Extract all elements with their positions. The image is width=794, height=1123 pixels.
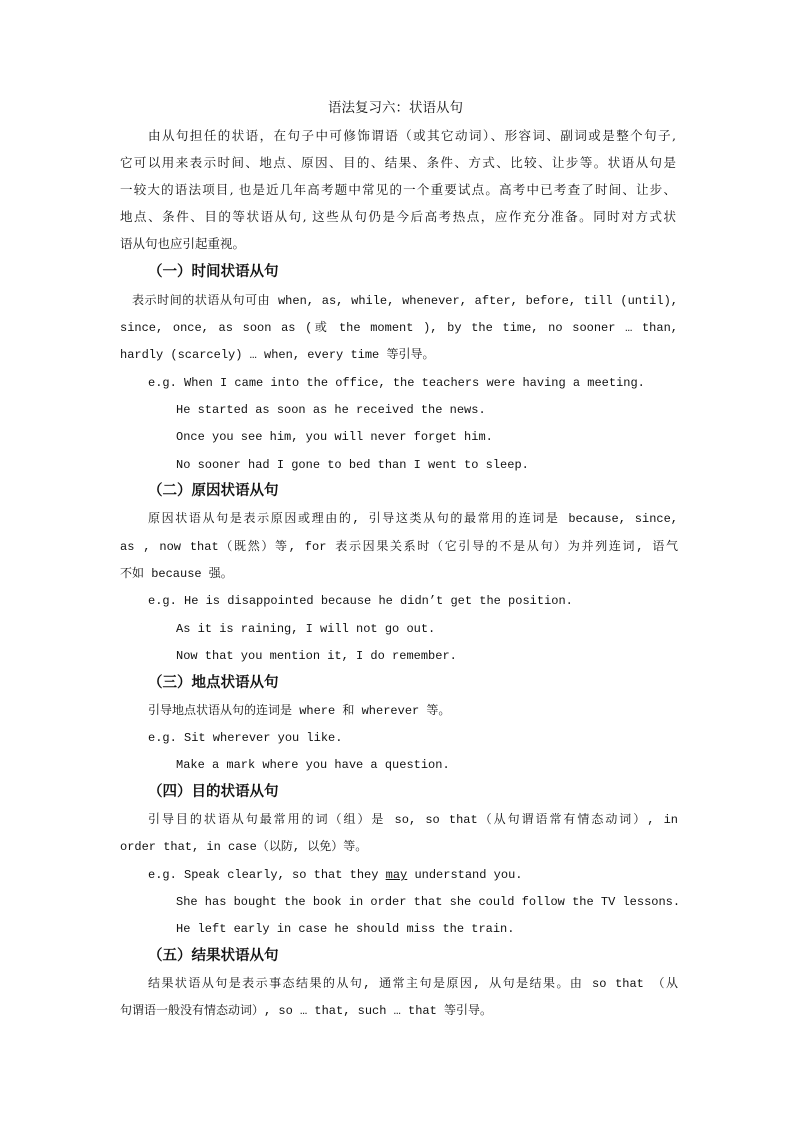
example-line: e.g. He is disappointed because he didn’t get the position. xyxy=(148,594,573,608)
section-desc-line: 句谓语一般没有情态动词）, so … that, such … that 等引导。 xyxy=(120,1004,493,1018)
intro-line: 它可以用来表示时间、地点、原因、目的、结果、条件、方式、比较、让步等。状语从句是 xyxy=(120,155,676,170)
page-title: 语法复习六：状语从句 xyxy=(328,100,463,116)
section-desc-line: 结果状语从句是表示事态结果的从句, 通常主句是原因, 从句是结果。由 so that （从 xyxy=(148,977,678,991)
example-line: Now that you mention it, I do remember. xyxy=(176,649,457,663)
section-desc-line: order that, in case（以防, 以免）等。 xyxy=(120,840,368,854)
section-desc-line: 不如 because 强。 xyxy=(120,567,233,581)
section-desc-line: 引导地点状语从句的连词是 where 和 wherever 等。 xyxy=(148,704,451,718)
section-heading-reason: （二）原因状语从句 xyxy=(148,482,279,499)
example-line: He started as soon as he received the news. xyxy=(176,403,486,417)
intro-line: 由从句担任的状语，在句子中可修饰谓语（或其它动词）、形容词、副词或是整个句子, xyxy=(148,128,676,143)
intro-line: 语从句也应引起重视。 xyxy=(120,236,246,251)
example-line: He left early in case he should miss the train. xyxy=(176,922,515,936)
section-heading-result: （五）结果状语从句 xyxy=(148,947,279,964)
intro-line: 地点、条件、目的等状语从句, 这些从句仍是今后高考热点，应作充分准备。同时对方式状 xyxy=(120,209,676,224)
section-desc-line: since, once, as soon as (或 the moment ), by the time, no sooner … than, xyxy=(120,321,678,335)
section-desc-line: as , now that（既然）等, for 表示因果关系时（它引导的不是从句）为并列连词, 语气 xyxy=(120,540,678,554)
example-line: As it is raining, I will not go out. xyxy=(176,622,436,636)
section-heading-purpose: （四）目的状语从句 xyxy=(148,783,279,800)
example-line: e.g. When I came into the office, the teachers were having a meeting. xyxy=(148,376,645,390)
example-text: understand you. xyxy=(407,868,523,882)
example-line: She has bought the book in order that she could follow the TV lessons. xyxy=(176,895,681,909)
example-text: e.g. Speak clearly, so that they xyxy=(148,868,386,882)
example-line: Once you see him, you will never forget him. xyxy=(176,430,493,444)
section-desc-line: 原因状语从句是表示原因或理由的, 引导这类从句的最常用的连词是 because, since, xyxy=(148,512,678,526)
example-line: No sooner had I gone to bed than I went to sleep. xyxy=(176,458,529,472)
underlined-word: may xyxy=(385,868,408,882)
example-line xyxy=(148,865,522,885)
intro-line: 一较大的语法项目, 也是近几年高考题中常见的一个重要试点。高考中已考查了时间、让步、 xyxy=(120,182,676,197)
example-line: e.g. Sit wherever you like. xyxy=(148,731,343,745)
section-desc-line: 引导目的状语从句最常用的词（组）是 so, so that（从句谓语常有情态动词）, in xyxy=(148,813,678,827)
section-heading-place: （三）地点状语从句 xyxy=(148,674,279,691)
section-desc-line: hardly (scarcely) … when, every time 等引导。 xyxy=(120,348,435,362)
section-heading-time: （一）时间状语从句 xyxy=(148,263,279,280)
example-line: Make a mark where you have a question. xyxy=(176,758,450,772)
section-desc-line: 表示时间的状语从句可由 when, as, while, whenever, after, before, till (until), xyxy=(132,294,678,308)
